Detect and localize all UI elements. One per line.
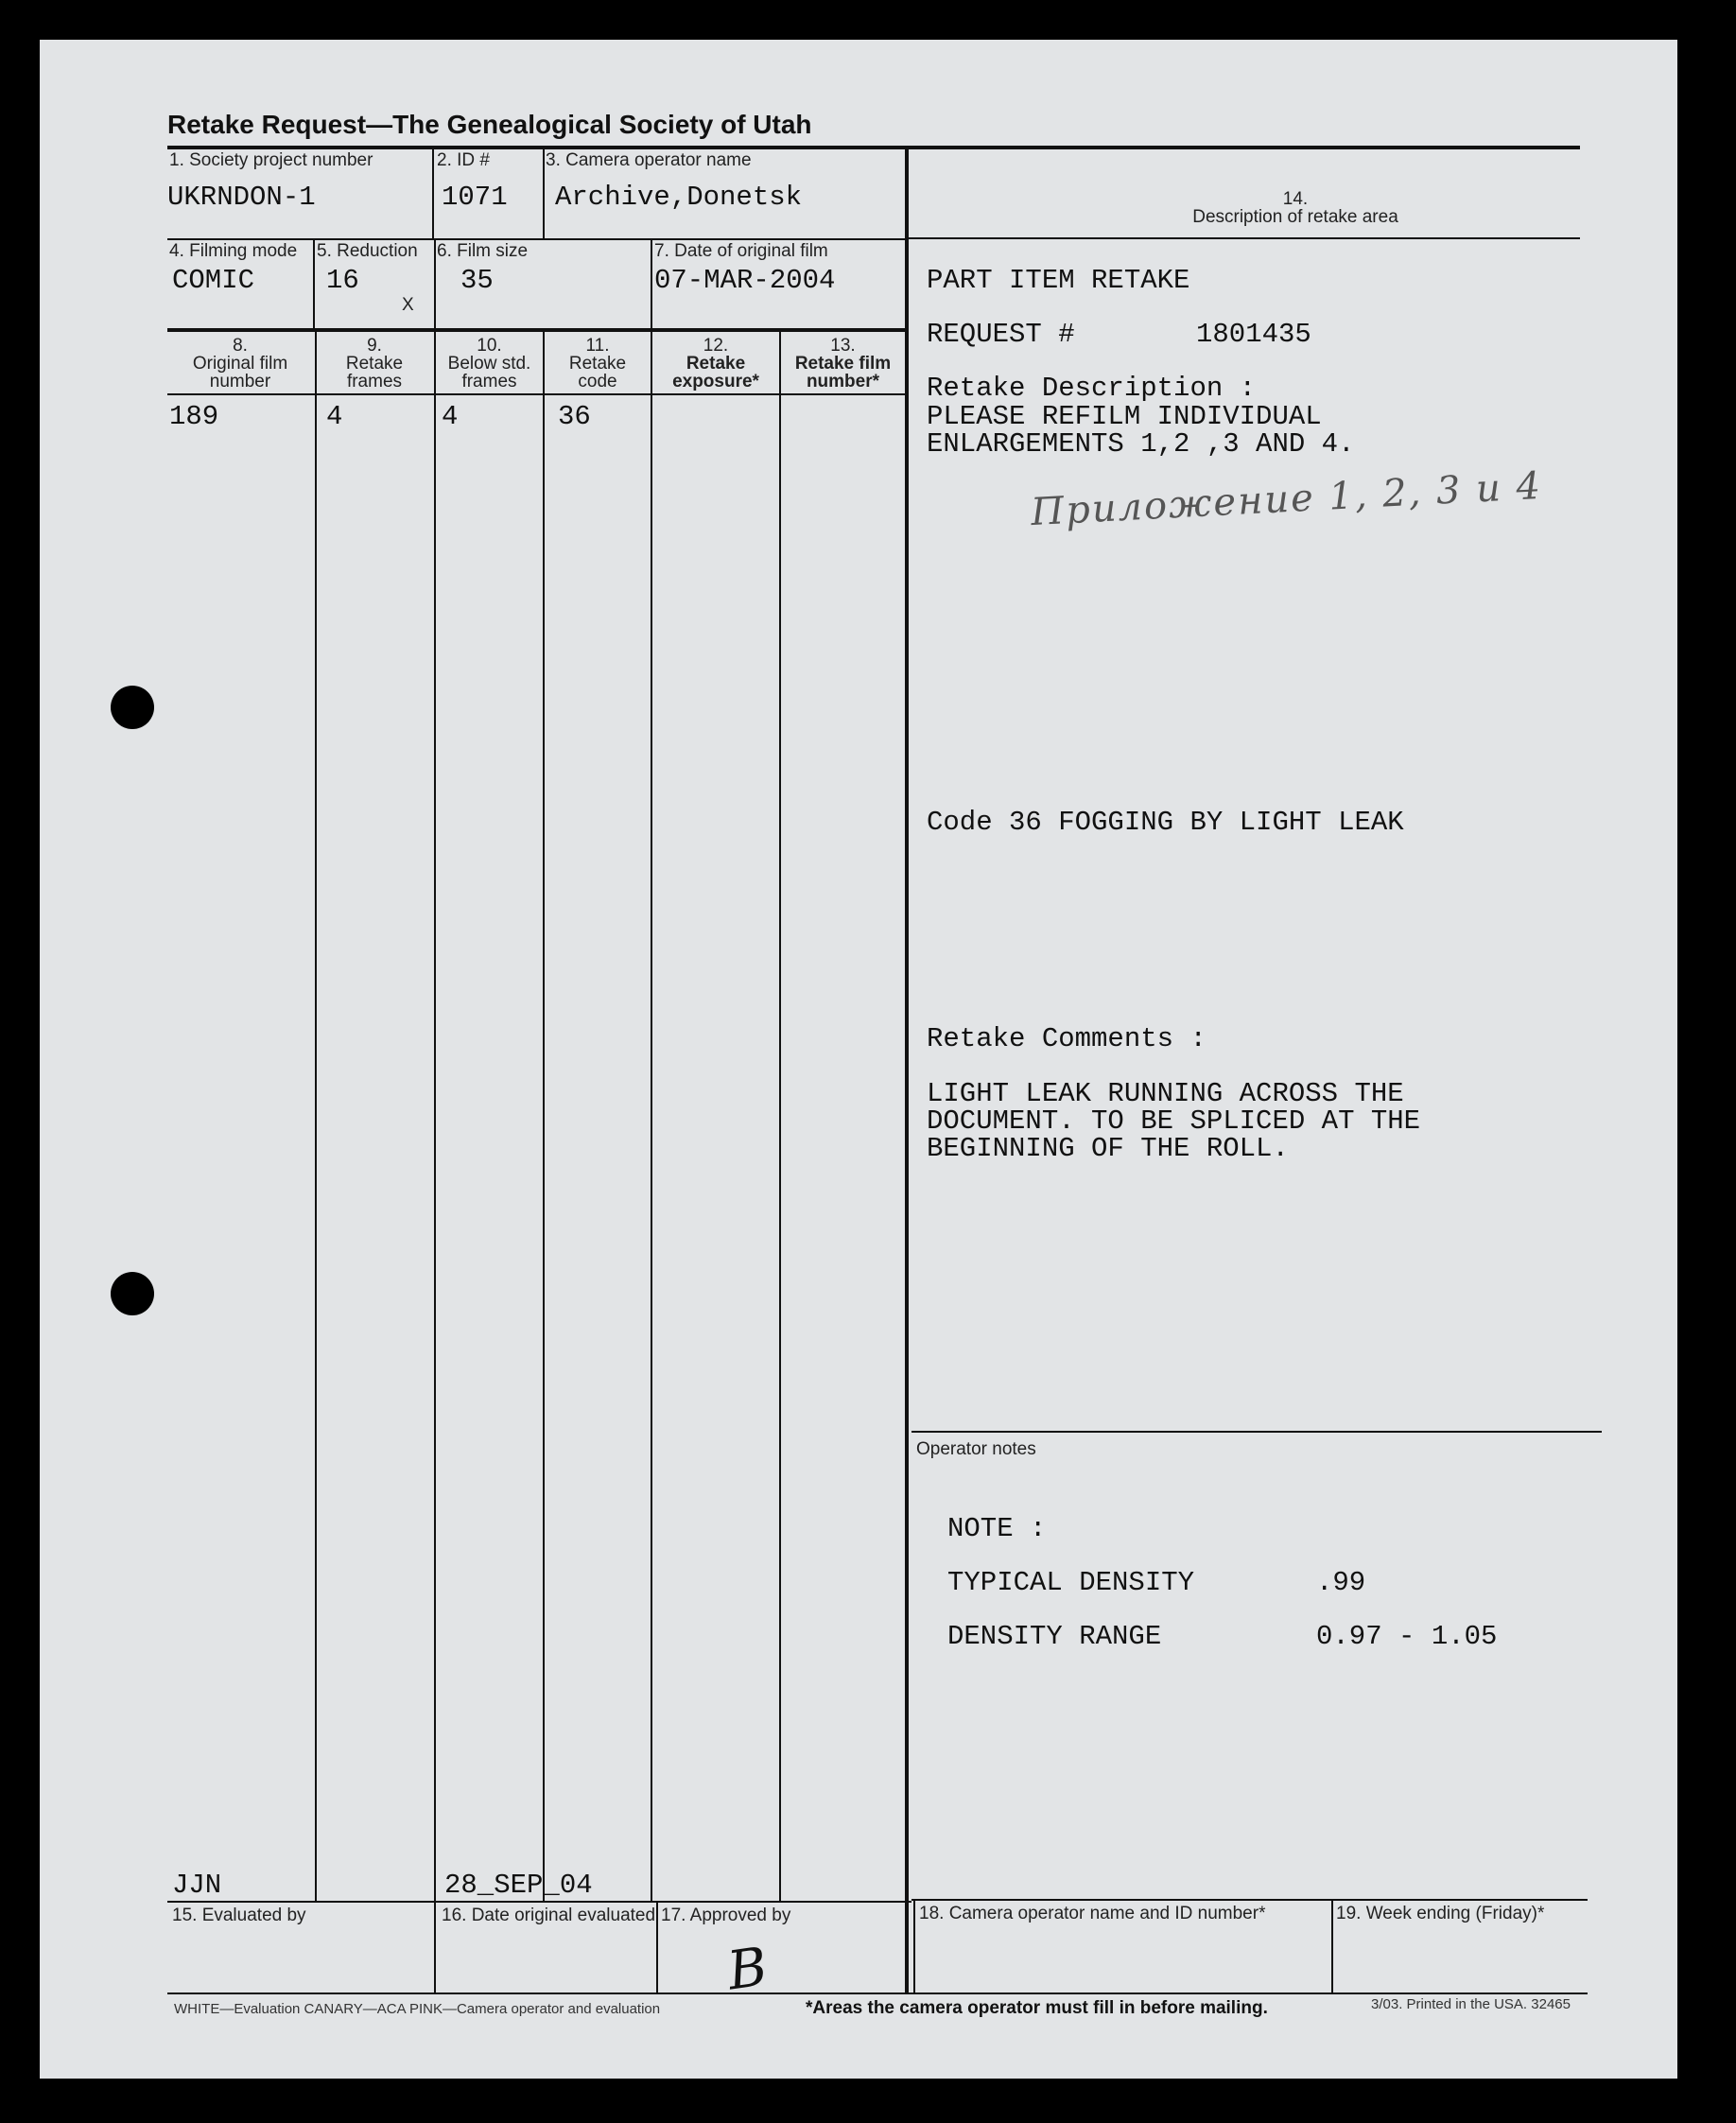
rule-header [167, 393, 905, 395]
value-below-std-frames: 4 [442, 401, 459, 432]
desc-part-item-retake: PART ITEM RETAKE [927, 265, 1190, 296]
footer-required-note: *Areas the camera operator must fill in before mailing. [806, 1998, 1268, 2018]
density-range-label: DENSITY RANGE [947, 1621, 1162, 1652]
value-id: 1071 [442, 182, 508, 213]
label-film-size: 6. Film size [437, 241, 529, 261]
vrule-c [543, 332, 545, 1901]
typical-density-label: TYPICAL DENSITY [947, 1567, 1195, 1598]
label-12-num: 12. [703, 336, 729, 356]
vrule-a2 [315, 332, 317, 1901]
label-date-original-film: 7. Date of original film [654, 241, 828, 261]
label-description-area [1097, 190, 1494, 226]
value-date-evaluated: 28_SEP_04 [444, 1870, 593, 1901]
header-retake-code [545, 337, 651, 391]
label-filming-mode: 4. Filming mode [169, 241, 298, 261]
vrule-c1-top [432, 148, 434, 238]
value-retake-frames: 4 [326, 401, 343, 432]
label-12-text: Retake exposure* [672, 354, 759, 392]
value-project-number: UKRNDON-1 [167, 182, 316, 213]
vrule-main [905, 148, 909, 1993]
desc-heading: Retake Description : [927, 373, 1257, 404]
label-week-ending: 19. Week ending (Friday)* [1336, 1904, 1545, 1923]
label-9-text: Retake frames [345, 354, 404, 392]
handwritten-annotation: Приложение 1, 2, 3 и 4 [1030, 463, 1544, 535]
rule-title [167, 146, 1580, 149]
label-13-num: 13. [830, 336, 856, 356]
vrule-a [313, 238, 315, 331]
vrule-d [651, 238, 652, 1901]
value-camera-operator: Archive,Donetsk [555, 182, 803, 213]
header-retake-frames [315, 337, 434, 391]
density-range-value: 0.97 - 1.05 [1316, 1621, 1498, 1652]
label-10-text: Below std. frames [447, 354, 531, 392]
label-approved-by: 17. Approved by [661, 1905, 791, 1925]
vrule-e [779, 332, 781, 1901]
rule-footer [167, 1992, 1588, 1994]
value-original-film-number: 189 [169, 401, 219, 432]
desc-line-1: PLEASE REFILM INDIVIDUAL [927, 401, 1322, 432]
label-11-text: Retake code [568, 354, 627, 392]
label-camera-operator: 3. Camera operator name [546, 150, 752, 170]
rule-row1-right [905, 237, 1580, 239]
label-operator-notes: Operator notes [916, 1439, 1036, 1459]
label-8-num: 8. [233, 336, 248, 356]
label-11-num: 11. [585, 336, 610, 356]
rule-bottom-right [911, 1899, 1588, 1901]
rule-notes [911, 1431, 1602, 1433]
vrule-19 [1331, 1899, 1333, 1992]
rule-row1 [167, 238, 905, 240]
typical-density-value: .99 [1316, 1567, 1366, 1598]
approved-signature: B [723, 1936, 772, 2003]
desc-request-label: REQUEST # [927, 319, 1075, 350]
comments-line-3: BEGINNING OF THE ROLL. [927, 1133, 1289, 1164]
label-9-num: 9. [367, 336, 382, 356]
vrule-b [434, 238, 436, 1992]
label-reduction-x: X [402, 295, 414, 315]
value-filming-mode: COMIC [172, 265, 255, 296]
header-retake-exposure [652, 337, 779, 391]
label-14-text: Description of retake area [1192, 207, 1398, 227]
value-film-size: 35 [460, 265, 494, 296]
rule-bottom-left [167, 1901, 911, 1903]
value-retake-code: 36 [558, 401, 591, 432]
vrule-c2-top [543, 148, 545, 238]
vrule-d2 [656, 1901, 658, 1992]
comments-line-1: LIGHT LEAK RUNNING ACROSS THE [927, 1078, 1404, 1109]
rule-row2 [167, 328, 905, 332]
label-evaluated-by: 15. Evaluated by [172, 1905, 306, 1925]
header-original-film-number [167, 337, 313, 391]
label-14-num: 14. [1282, 189, 1309, 209]
footer-printed: 3/03. Printed in the USA. 32465 [1371, 1996, 1571, 2012]
code-line: Code 36 FOGGING BY LIGHT LEAK [927, 807, 1404, 838]
comments-line-2: DOCUMENT. TO BE SPLICED AT THE [927, 1105, 1421, 1137]
label-date-evaluated: 16. Date original evaluated [442, 1905, 656, 1925]
label-13-text: Retake film number* [794, 354, 892, 392]
label-10-num: 10. [477, 336, 502, 356]
punch-hole-bottom [111, 1272, 154, 1315]
note-heading: NOTE : [947, 1513, 1047, 1544]
desc-line-2: ENLARGEMENTS 1,2 ,3 AND 4. [927, 428, 1355, 460]
label-camera-operator-id: 18. Camera operator name and ID number* [919, 1904, 1266, 1923]
label-8-text: Original film number [192, 354, 288, 392]
desc-request-number: 1801435 [1196, 319, 1311, 350]
comments-heading: Retake Comments : [927, 1023, 1207, 1054]
vrule-18 [913, 1901, 915, 1992]
header-retake-film-number [781, 337, 905, 391]
form-title: Retake Request—The Genealogical Society of Utah [167, 110, 812, 139]
label-reduction: 5. Reduction [317, 241, 418, 261]
value-reduction: 16 [326, 265, 359, 296]
label-id: 2. ID # [437, 150, 490, 170]
punch-hole-top [111, 686, 154, 729]
value-date-original-film: 07-MAR-2004 [654, 265, 836, 296]
header-below-std-frames [436, 337, 543, 391]
label-project-number: 1. Society project number [169, 150, 373, 170]
footer-copies: WHITE—Evaluation CANARY—ACA PINK—Camera operator and evaluation [174, 2001, 661, 2017]
value-evaluated-by: JJN [172, 1870, 222, 1901]
